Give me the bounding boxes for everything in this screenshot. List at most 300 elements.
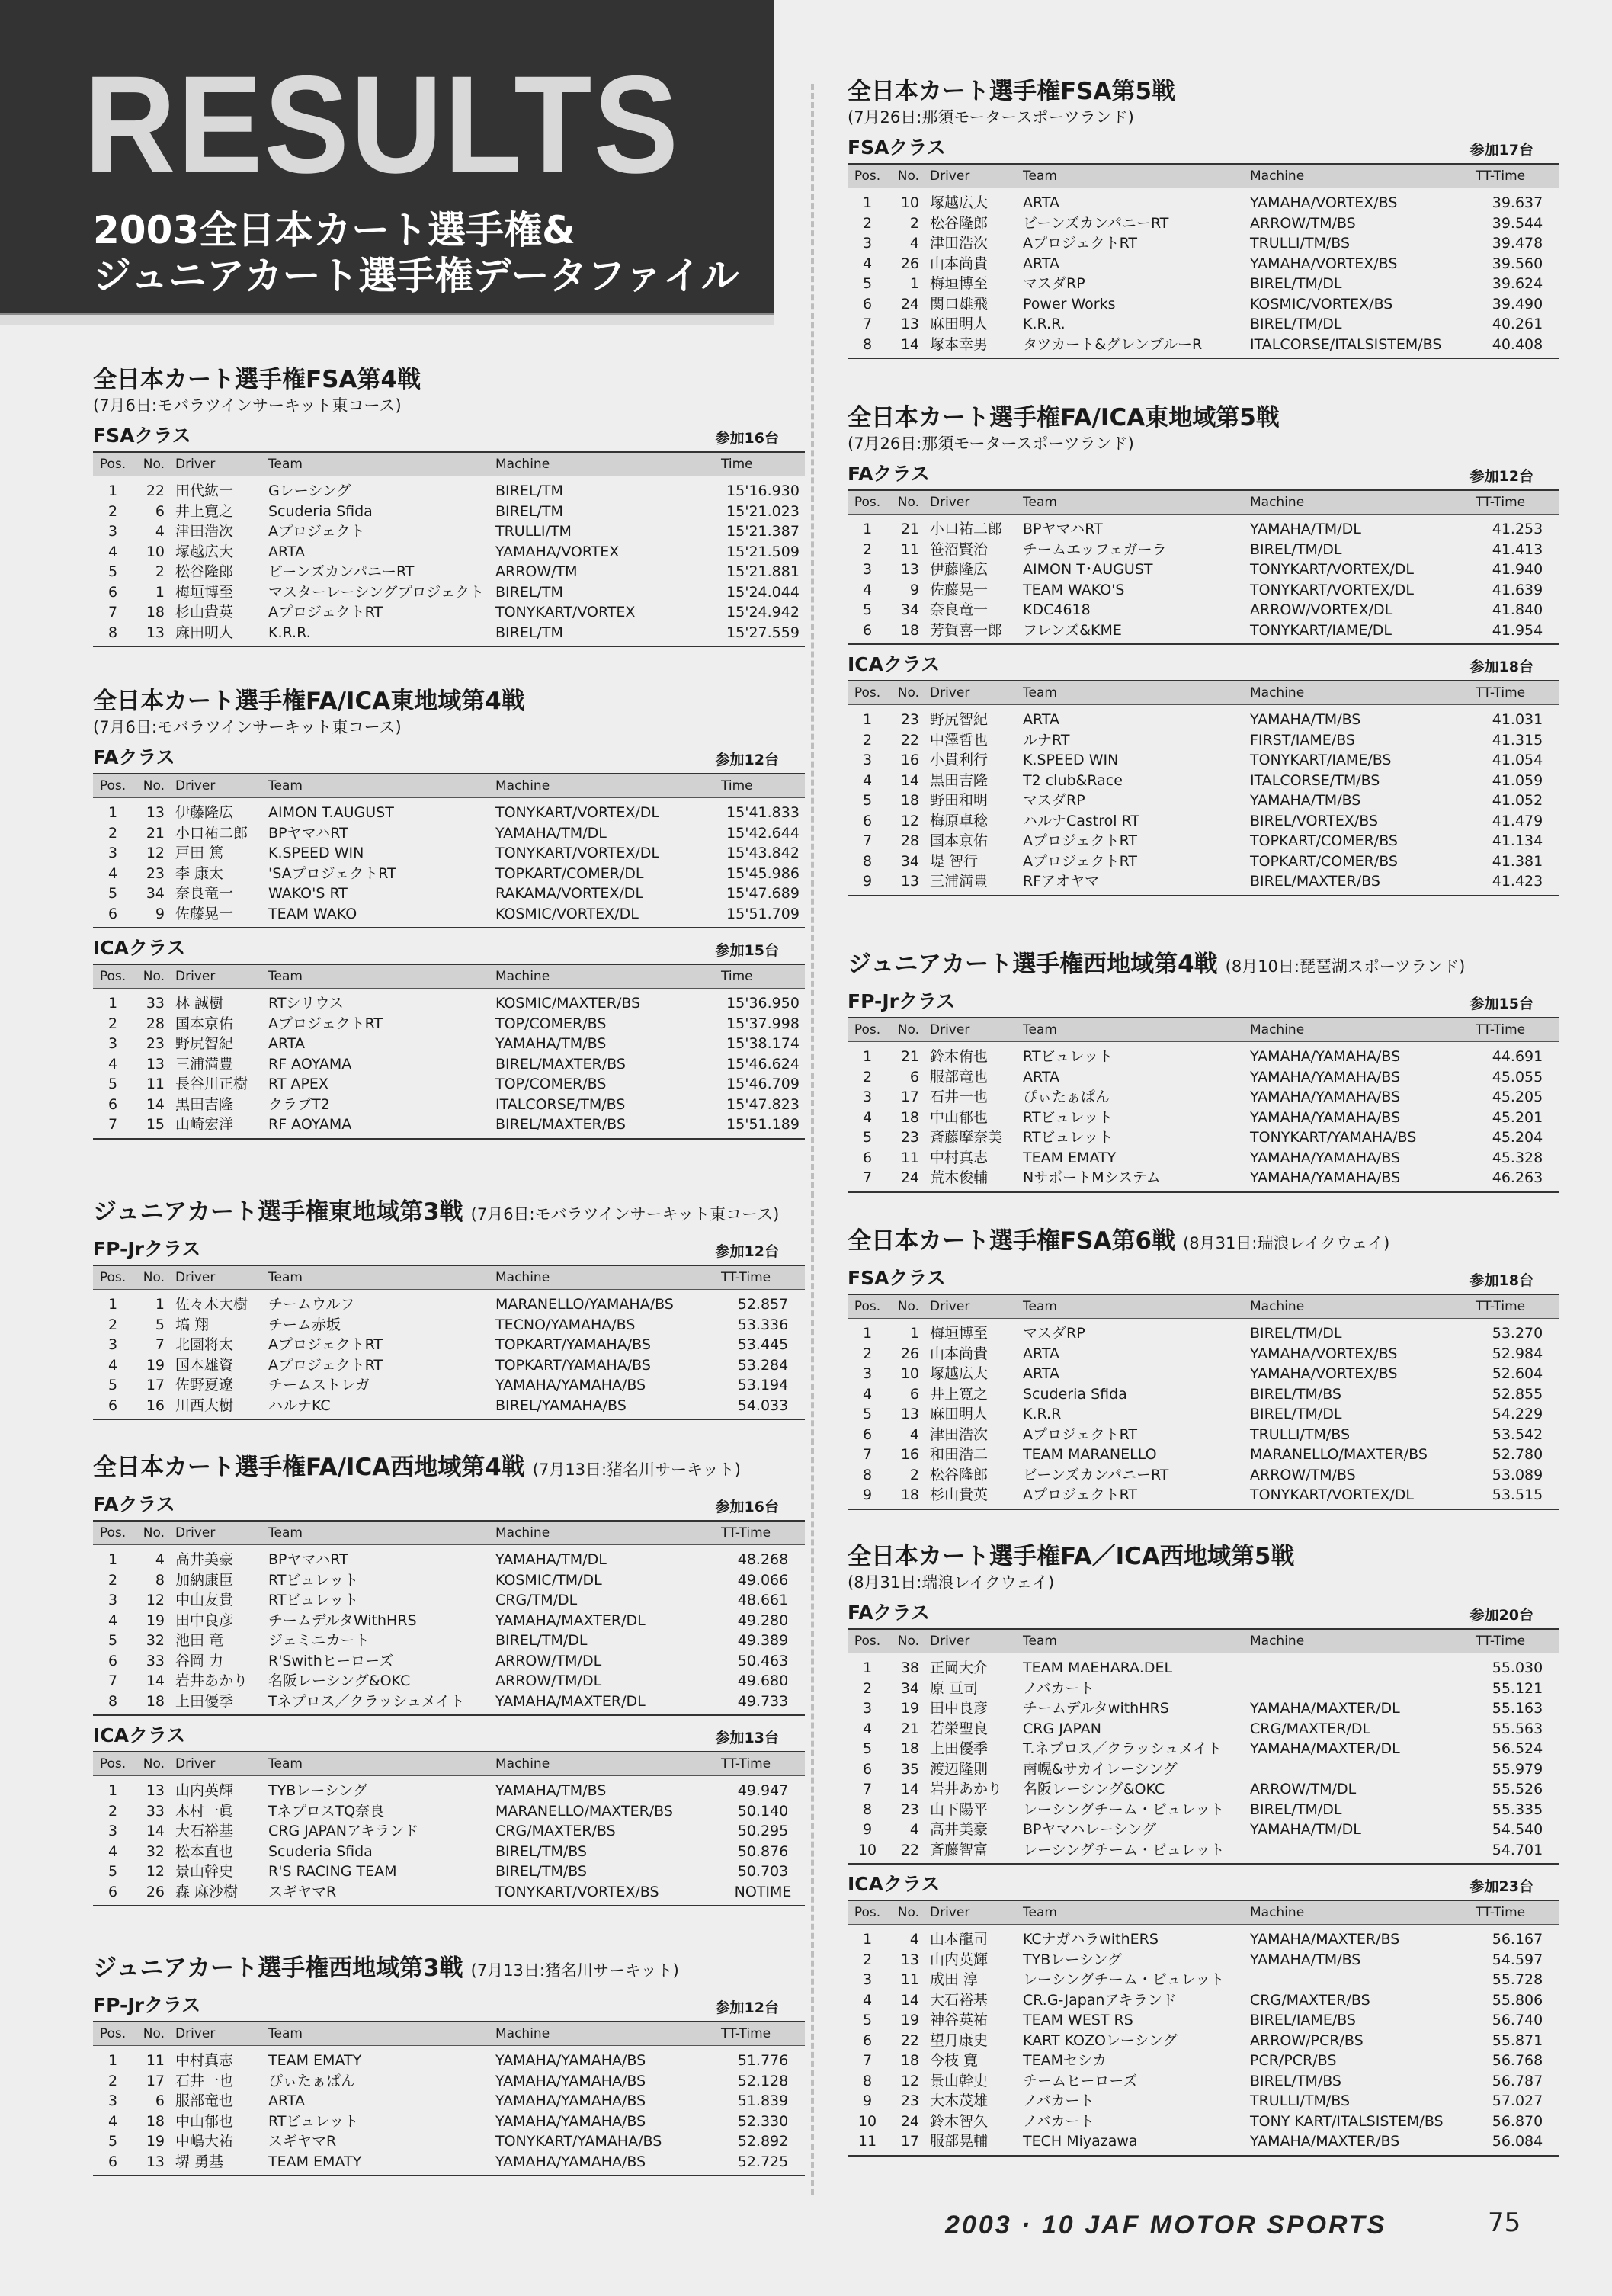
team-cell: マスダRP: [1023, 1325, 1085, 1342]
position-cell: 10: [857, 2112, 877, 2130]
driver-cell: 麻田明人: [930, 316, 989, 333]
number-cell: 26: [900, 255, 919, 272]
time-cell: 50.703: [737, 1863, 789, 1881]
position-cell: 7: [862, 1446, 873, 1464]
time-cell: 49.389: [737, 1632, 789, 1650]
time-cell: 56.787: [1492, 2072, 1543, 2089]
number-cell: 18: [146, 604, 165, 621]
team-cell: マスターレーシングプロジェクト: [268, 583, 485, 601]
class-header: [93, 936, 779, 960]
team-cell: ビーンズカンパニーRT: [1023, 1466, 1169, 1483]
machine-header: Machine: [492, 452, 718, 476]
table-row: [848, 1465, 1559, 1486]
team-cell: BPヤマハRT: [1023, 521, 1103, 538]
team-cell: ビーンズカンパニーRT: [268, 563, 415, 581]
position-cell: 7: [848, 1168, 884, 1192]
machine-header: Machine: [1247, 1018, 1473, 1042]
position-cell: 2: [862, 1345, 873, 1362]
section-date: (7月26日:那須モータースポーツランド): [848, 108, 1134, 127]
machine-cell: CRG/MAXTER/DL: [1250, 1720, 1371, 1737]
position-cell: 9: [862, 1821, 873, 1839]
class-name: FP-Jrクラス: [848, 990, 956, 1012]
machine-cell: MARANELLO/YAMAHA/BS: [495, 1296, 674, 1313]
time-cell: 51.776: [737, 2052, 789, 2070]
driver-header: Driver: [172, 964, 265, 989]
machine-cell: YAMAHA/VORTEX: [495, 543, 620, 560]
number-cell: 11: [900, 1149, 919, 1166]
section-title-text: 全日本カート選手権FSA第5戦: [848, 78, 1176, 105]
time-cell: 41.031: [1492, 711, 1543, 729]
driver-header: Driver: [172, 774, 265, 798]
number-cell: 19: [146, 1356, 165, 1374]
table-row: [93, 623, 805, 647]
position-cell: 11: [848, 2131, 884, 2156]
position-cell: 7: [107, 604, 118, 621]
pos-header: Pos.: [848, 1294, 884, 1319]
class-name: FSAクラス: [93, 425, 191, 447]
machine-cell: TONYKART/VORTEX/DL: [1250, 561, 1415, 579]
machine-cell: TOP/COMER/BS: [495, 1015, 607, 1032]
position-cell: 5: [107, 1076, 118, 1093]
results-table: [848, 489, 1559, 645]
team-cell: フレンズ&KME: [1020, 620, 1247, 645]
position-cell: 1: [862, 194, 873, 212]
section-date: (7月13日:猪名川サーキット): [470, 1961, 679, 1980]
team-cell: ARTA: [1023, 1345, 1059, 1362]
team-cell: TYBレーシング: [1023, 1951, 1123, 1968]
driver-cell: 服部竜也: [930, 1068, 989, 1085]
team-cell: AIMON T.AUGUST: [268, 804, 394, 822]
number-cell: 24: [900, 2112, 919, 2130]
entry-count: 参加12台: [715, 752, 779, 768]
table-row: [93, 1054, 805, 1075]
time-cell: 15'21.023: [726, 502, 800, 520]
position-cell: 10: [848, 1840, 884, 1865]
team-cell: チームウルフ: [268, 1296, 355, 1313]
time-header: Time: [718, 964, 805, 989]
table-row: [848, 213, 1559, 234]
results-table: [93, 964, 805, 1140]
driver-cell: 堺 勇基: [172, 2152, 265, 2176]
machine-cell: YAMAHA/VORTEX/BS: [1250, 1345, 1398, 1362]
driver-cell: 斎藤摩奈美: [930, 1129, 1003, 1146]
position-cell: 4: [107, 2112, 118, 2130]
team-cell: TEAM WAKO: [265, 904, 492, 928]
number-cell: 14: [884, 335, 927, 359]
time-cell: 41.479: [1492, 812, 1543, 829]
section-title-text: 全日本カート選手権FA／ICA西地域第5戦: [848, 1543, 1295, 1570]
time-cell: 49.280: [737, 1611, 789, 1629]
position-cell: 3: [862, 1365, 873, 1383]
position-cell: 6: [862, 812, 873, 829]
team-cell: Scuderia Sfida: [1023, 1385, 1127, 1403]
team-cell: チームストレガ: [268, 1377, 370, 1394]
pos-header: Pos.: [848, 1900, 884, 1925]
class-name: ICAクラス: [93, 1724, 186, 1746]
time-cell: 52.892: [737, 2133, 789, 2150]
machine-cell: YAMAHA/TM/BS: [1250, 711, 1361, 729]
driver-cell: 鈴木智久: [930, 2112, 989, 2130]
time-cell: 15'24.044: [726, 583, 800, 601]
team-cell: スギヤマR: [265, 1882, 492, 1906]
section-title: [93, 1197, 779, 1230]
table-row: [93, 1114, 805, 1139]
driver-cell: 麻田明人: [172, 623, 265, 647]
time-cell: 50.295: [737, 1823, 789, 1840]
pos-header: Pos.: [848, 490, 884, 515]
machine-header: Machine: [492, 1521, 718, 1545]
section-date: (7月6日:モバラツインサーキット東コース): [93, 396, 402, 415]
position-cell: 3: [107, 2092, 118, 2110]
time-cell: 40.408: [1473, 335, 1559, 359]
team-cell: AIMON T･AUGUST: [1023, 561, 1153, 579]
driver-cell: 佐野夏遼: [175, 1377, 234, 1394]
machine-cell: [1247, 1840, 1473, 1865]
table-row: [848, 1698, 1559, 1719]
position-cell: 3: [862, 1700, 873, 1717]
machine-cell: YAMAHA/YAMAHA/BS: [495, 2052, 646, 2070]
pos-header: Pos.: [93, 774, 130, 798]
table-header-row: [848, 1018, 1559, 1042]
driver-cell: 山本尚貴: [930, 255, 989, 272]
team-cell: RTビュレット: [1023, 1048, 1114, 1066]
machine-cell: YAMAHA/YAMAHA/BS: [1250, 1149, 1401, 1166]
driver-cell: 小貫利行: [930, 752, 989, 769]
table-row: [848, 1679, 1559, 1699]
position-cell: 4: [107, 543, 118, 560]
team-cell: RTビュレット: [1023, 1129, 1114, 1146]
time-cell: 56.167: [1492, 1931, 1543, 1948]
position-cell: 3: [862, 235, 873, 252]
machine-cell: KOSMIC/TM/DL: [495, 1571, 602, 1589]
time-header: TT-Time: [718, 1521, 805, 1545]
machine-header: Machine: [492, 964, 718, 989]
time-cell: 44.691: [1492, 1048, 1543, 1066]
table-header-row: [848, 681, 1559, 705]
results-table: [93, 1265, 805, 1420]
driver-cell: 荒木俊輔: [927, 1168, 1020, 1192]
position-cell: 4: [107, 864, 118, 882]
section-title: [848, 1541, 1533, 1572]
machine-cell: TOPKART/COMER/BS: [1250, 832, 1398, 850]
class-header: [848, 1601, 1533, 1625]
machine-header: Machine: [492, 774, 718, 798]
driver-cell: 高井美豪: [930, 1821, 989, 1839]
table-row: [93, 1692, 805, 1716]
number-cell: 13: [130, 2152, 172, 2176]
banner-subtitle: [93, 207, 739, 299]
class-header: [93, 746, 779, 770]
position-cell: 1: [862, 1931, 873, 1948]
number-cell: 4: [909, 1931, 919, 1948]
number-cell: 34: [900, 852, 919, 870]
time-cell: 50.876: [737, 1842, 789, 1860]
section-date: (7月6日:モバラツインサーキット東コース): [93, 718, 402, 736]
pos-header: Pos.: [93, 2022, 130, 2046]
entry-count: 参加15台: [715, 942, 779, 959]
machine-cell: [1247, 1759, 1473, 1780]
time-cell: 54.033: [718, 1396, 805, 1420]
driver-header: Driver: [927, 1629, 1020, 1653]
driver-cell: 大石裕基: [175, 1823, 234, 1840]
time-cell: 55.526: [1492, 1781, 1543, 1798]
table-row: [93, 1545, 805, 1570]
number-cell: 13: [146, 804, 165, 822]
time-cell: 15'37.998: [726, 1015, 800, 1032]
number-cell: 32: [146, 1632, 165, 1650]
time-cell: 41.940: [1492, 561, 1543, 579]
driver-cell: 井上寛之: [175, 502, 234, 520]
time-cell: 15'24.942: [726, 604, 800, 621]
number-cell: 23: [900, 1801, 919, 1818]
table-row: [848, 2071, 1559, 2092]
number-cell: 11: [146, 2052, 165, 2070]
team-cell: K.SPEED WIN: [1023, 752, 1119, 769]
team-cell: R'S RACING TEAM: [268, 1863, 397, 1881]
team-cell: 名阪レーシング&OKC: [268, 1672, 411, 1690]
race-section: [93, 1197, 789, 1420]
class-header: [848, 462, 1533, 486]
time-cell: 15'27.559: [718, 623, 805, 647]
machine-cell: MARANELLO/MAXTER/BS: [495, 1802, 673, 1820]
table-row: [848, 1067, 1559, 1088]
section-title-text: 全日本カート選手権FA/ICA西地域第4戦: [93, 1454, 525, 1481]
number-cell: 32: [146, 1842, 165, 1860]
driver-cell: 成田 淳: [930, 1971, 979, 1989]
no-header: No.: [130, 1752, 172, 1776]
entry-count: 参加18台: [1469, 659, 1533, 675]
machine-cell: YAMAHA/MAXTER/DL: [1250, 1740, 1400, 1758]
number-cell: 9: [130, 904, 172, 928]
machine-cell: YAMAHA/TM/BS: [495, 1035, 607, 1053]
machine-cell: TRULLI/TM: [495, 523, 572, 540]
machine-cell: YAMAHA/YAMAHA/BS: [495, 1377, 646, 1394]
number-cell: 6: [155, 502, 165, 520]
team-cell: CR.G-Japanアキランド: [1023, 1991, 1177, 2009]
driver-cell: 戸田 篤: [175, 845, 224, 862]
driver-cell: 松谷隆郎: [930, 214, 989, 232]
no-header: No.: [884, 1018, 927, 1042]
position-cell: 6: [848, 620, 884, 645]
section-title: [848, 402, 1533, 433]
number-cell: 10: [900, 194, 919, 212]
table-row: [93, 1355, 805, 1376]
number-cell: 34: [900, 601, 919, 619]
results-table: [848, 1294, 1559, 1510]
results-table: [93, 1520, 805, 1716]
class-name: ICAクラス: [848, 653, 941, 675]
table-row: [848, 1820, 1559, 1840]
class-name: ICAクラス: [93, 937, 186, 959]
driver-cell: 山本龍司: [930, 1931, 989, 1948]
machine-cell: BIREL/TM/BS: [1250, 2072, 1341, 2089]
table-row: [848, 515, 1559, 540]
time-cell: 57.027: [1492, 2092, 1543, 2110]
team-cell: ビーンズカンパニーRT: [1023, 214, 1169, 232]
table-row: [848, 730, 1559, 751]
driver-header: Driver: [172, 452, 265, 476]
pos-header: Pos.: [93, 1521, 130, 1545]
machine-cell: ITALCORSE/TM/BS: [495, 1095, 626, 1113]
team-cell: チーム赤坂: [268, 1316, 341, 1333]
driver-cell: 津田浩次: [175, 523, 234, 540]
team-cell: Scuderia Sfida: [268, 1842, 373, 1860]
entry-count: 参加20台: [1469, 1607, 1533, 1624]
table-row: [93, 1651, 805, 1672]
machine-cell: [1247, 1679, 1473, 1699]
time-cell: 15'21.509: [726, 543, 800, 560]
machine-cell: BIREL/IAME/BS: [1250, 2012, 1356, 2029]
table-row: [848, 1168, 1559, 1192]
machine-cell: ARROW/VORTEX/DL: [1250, 601, 1393, 619]
position-cell: 1: [862, 711, 873, 729]
table-row: [848, 1445, 1559, 1465]
team-cell: ARTA: [1023, 711, 1059, 729]
driver-cell: 中嶋大祐: [175, 2133, 234, 2150]
team-cell: ノバカート: [1023, 2112, 1094, 2130]
position-cell: 3: [862, 752, 873, 769]
position-cell: 7: [862, 2052, 873, 2070]
table-row: [93, 843, 805, 864]
time-cell: 54.701: [1473, 1840, 1559, 1865]
number-cell: 18: [130, 1692, 172, 1716]
position-cell: 2: [862, 540, 873, 558]
time-cell: 52.780: [1492, 1446, 1543, 1464]
team-cell: ハルナKC: [265, 1396, 492, 1420]
time-cell: 15'38.174: [726, 1035, 800, 1053]
position-cell: 3: [107, 1592, 118, 1609]
time-cell: 39.624: [1492, 275, 1543, 293]
machine-cell: YAMAHA/YAMAHA/BS: [1250, 1048, 1401, 1066]
position-cell: 1: [862, 1659, 873, 1677]
number-cell: 11: [900, 540, 919, 558]
team-cell: NサポートMシステム: [1020, 1168, 1247, 1192]
table-row: [93, 2091, 805, 2112]
number-cell: 33: [146, 995, 165, 1012]
team-cell: AプロジェクトRT: [268, 604, 383, 621]
number-cell: 38: [900, 1659, 919, 1677]
time-cell: 52.604: [1492, 1365, 1543, 1383]
no-header: No.: [130, 1265, 172, 1290]
class-header: [93, 1993, 779, 2018]
section-title: [93, 686, 779, 717]
machine-cell: YAMAHA/TM/BS: [495, 1782, 607, 1800]
driver-cell: 中山郁也: [930, 1108, 989, 1126]
time-cell: 55.121: [1492, 1679, 1543, 1697]
driver-cell: 大石裕基: [930, 1991, 989, 2009]
time-header: TT-Time: [718, 2022, 805, 2046]
table-row: [848, 580, 1559, 601]
team-cell: Scuderia Sfida: [268, 502, 373, 520]
driver-cell: 北園将太: [175, 1336, 234, 1354]
time-cell: 52.857: [737, 1296, 789, 1313]
driver-cell: 谷岡 力: [175, 1652, 224, 1669]
position-cell: 3: [862, 1971, 873, 1989]
section-title: [848, 76, 1533, 107]
machine-cell: ITALCORSE/TM/BS: [1250, 771, 1380, 789]
number-cell: 23: [146, 864, 165, 882]
no-header: No.: [884, 1900, 927, 1925]
time-cell: 49.680: [737, 1672, 789, 1690]
driver-cell: 芳賀喜一郎: [927, 620, 1020, 645]
number-cell: 13: [146, 1055, 165, 1073]
number-cell: 14: [900, 1991, 919, 2009]
number-cell: 1: [155, 1296, 165, 1313]
machine-cell: TRULLI/TM/BS: [1250, 235, 1351, 252]
time-cell: 54.597: [1492, 1951, 1543, 1968]
time-cell: 41.840: [1492, 601, 1543, 619]
driver-cell: 岩井あかり: [175, 1672, 248, 1690]
team-cell: TネプロスTQ奈良: [268, 1802, 385, 1820]
table-row: [93, 582, 805, 603]
number-cell: 4: [155, 1551, 165, 1569]
machine-cell: TONYKART/YAMAHA/BS: [495, 2133, 662, 2150]
table-row: [93, 502, 805, 522]
driver-cell: 塚越広大: [930, 1365, 989, 1383]
section-title-text: 全日本カート選手権FSA第6戦: [848, 1227, 1176, 1255]
machine-cell: YAMAHA/YAMAHA/BS: [1247, 1168, 1473, 1192]
time-cell: 52.855: [1492, 1385, 1543, 1403]
pos-header: Pos.: [93, 1265, 130, 1290]
number-cell: 17: [146, 1377, 165, 1394]
table-row: [93, 1842, 805, 1862]
position-cell: 8: [93, 623, 130, 647]
banner-stripe: [0, 313, 774, 325]
number-cell: 22: [900, 2031, 919, 2049]
team-header: Team: [1020, 164, 1247, 188]
number-cell: 4: [909, 1425, 919, 1443]
driver-cell: 中山友貴: [175, 1592, 234, 1609]
driver-cell: 中村真志: [930, 1149, 989, 1166]
position-cell: 1: [107, 804, 118, 822]
team-cell: ぴぃたぁぱん: [1023, 1089, 1110, 1106]
table-row: [93, 1590, 805, 1611]
table-row: [848, 2112, 1559, 2132]
driver-cell: 佐藤晃一: [172, 904, 265, 928]
machine-cell: ARROW/TM/DL: [495, 1652, 602, 1669]
race-section: [848, 1226, 1543, 1510]
table-row: [93, 1611, 805, 1631]
position-cell: 1: [107, 1782, 118, 1800]
time-header: TT-Time: [1473, 1018, 1559, 1042]
time-cell: 15'47.689: [726, 885, 800, 903]
driver-cell: 奈良竜一: [930, 601, 989, 619]
no-header: No.: [884, 1629, 927, 1653]
machine-header: Machine: [492, 1265, 718, 1290]
table-row: [848, 1042, 1559, 1067]
position-cell: 4: [107, 1356, 118, 1374]
position-cell: 2: [107, 1316, 118, 1333]
number-cell: 4: [155, 523, 165, 540]
team-cell: RF AOYAMA: [265, 1114, 492, 1139]
team-cell: ルナRT: [1023, 731, 1070, 749]
machine-cell: BIREL/TM: [495, 502, 563, 520]
class-name: FAクラス: [848, 463, 930, 485]
team-cell: RTビュレット: [268, 2112, 359, 2130]
machine-cell: TRULLI/TM/BS: [1250, 2092, 1351, 2110]
section-date: (7月6日:モバラツインサーキット東コース): [470, 1205, 780, 1223]
section-title-text: 全日本カート選手権FSA第4戦: [93, 366, 421, 393]
driver-cell: 笹沼賢治: [930, 540, 989, 558]
race-section: [93, 364, 800, 647]
machine-cell: BIREL/VORTEX/BS: [1250, 812, 1379, 829]
table-row: [848, 294, 1559, 315]
time-header: TT-Time: [1473, 1294, 1559, 1319]
team-cell: チームデルタWithHRS: [268, 1611, 417, 1629]
machine-cell: YAMAHA/VORTEX/BS: [1250, 255, 1398, 272]
time-cell: 15'47.823: [726, 1095, 800, 1113]
machine-header: Machine: [1247, 1294, 1473, 1319]
